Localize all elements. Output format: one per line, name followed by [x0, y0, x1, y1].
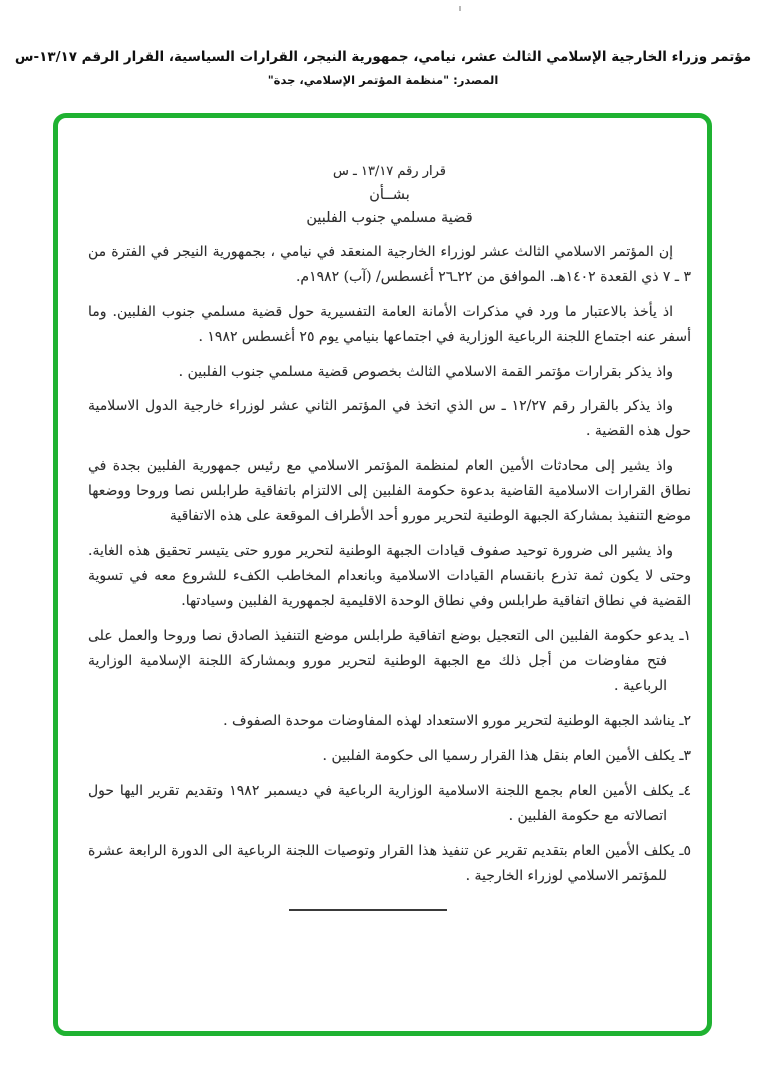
item-text: يناشد الجبهة الوطنية لتحرير مورو الاستعداد لهذه المفاوضات موحدة الصفوف . — [223, 713, 675, 729]
operative-item-1 — [88, 624, 691, 699]
preamble-paragraph: إن المؤتمر الاسلامي الثالث عشر لوزراء الخارجية المنعقد في نيامي ، بجمهورية النيجر في الفترة من ٣ ـ ٧ ذي القعدة ١٤٠٢هـ. الموافق من ٢٢ـ٢٦ أغسطس/ (آب) ١٩٨٢م. — [88, 244, 691, 285]
caption-header — [0, 47, 766, 88]
item-number: ٢ـ — [679, 713, 691, 729]
caption-line-1: مؤتمر وزراء الخارجية الإسلامي الثالث عشر، نيامي، جمهورية النيجر، القرارات السياسية، القرار الرقم ١٣/١٧-س — [14, 49, 752, 65]
caption-source-line: المصدر: "منظمة المؤتمر الإسلامي، جدة" — [267, 73, 499, 87]
resolution-subject-word: بشــأن — [369, 187, 410, 203]
operative-item-5 — [88, 839, 691, 889]
operative-item-4 — [88, 779, 691, 829]
end-divider — [289, 909, 447, 911]
resolution-subject: قضية مسلمي جنوب الفلبين — [306, 210, 473, 226]
item-text: يكلف الأمين العام بتقديم تقرير عن تنفيذ هذا القرار وتوصيات اللجنة الرباعية الى الدورة الرابعة عشرة للمؤتمر الاسلامي لوزراء الخارجية . — [88, 843, 675, 884]
item-number: ٣ـ — [679, 748, 691, 764]
item-number: ٤ـ — [679, 783, 691, 799]
resolution-number: قرار رقم ١٣/١٧ ـ س — [333, 164, 446, 179]
preamble-paragraph: واذ يشير الى ضرورة توحيد صفوف قيادات الجبهة الوطنية لتحرير مورو حتى يتيسر تحقيق هذه الغاية. وحتى لا يكون ثمة تذرع بانقسام القيادات الاسلامية وبانعدام المخاطب الكفء للشروع معه في تسوية القضية في نطاق اتفاقية طرابلس وفي نطاق الوحدة الاقليمية لجمهورية الفلبين وسيادتها. — [88, 543, 691, 609]
preamble-paragraph: واذ يذكر بقرارات مؤتمر القمة الاسلامي الثالث بخصوص قضية مسلمي جنوب الفلبين . — [178, 364, 673, 380]
item-text: يدعو حكومة الفلبين الى التعجيل بوضع اتفاقية طرابلس موضع التنفيذ الصادق نصا وروحا والعمل على فتح مفاوضات من أجل ذلك مع الجبهة الوطنية لتحرير مورو وبمشاركة اللجنة الإسلامية الوزارية الرباعية . — [88, 628, 675, 694]
resolution-title-block — [88, 160, 691, 230]
item-number: ١ـ — [679, 628, 691, 644]
preamble-paragraph: اذ يأخذ بالاعتبار ما ورد في مذكرات الأمانة العامة التفسيرية حول قضية مسلمي جنوب الفلبين. وما أسفر عنه اجتماع اللجنة الرباعية الوزارية في اجتماعها بنيامي يوم ٢٥ أغسطس ١٩٨٢ . — [88, 304, 691, 345]
green-highlight-frame — [53, 113, 712, 1036]
operative-items — [88, 624, 691, 889]
operative-item-2 — [88, 709, 691, 734]
operative-item-3 — [88, 744, 691, 769]
document-body — [58, 118, 707, 1031]
item-number: ٥ـ — [679, 843, 691, 859]
preamble-paragraph: واذ يشير إلى محادثات الأمين العام لمنظمة المؤتمر الاسلامي مع رئيس جمهورية الفلبين بجدة في نطاق القرارات الاسلامية القاضية بدعوة حكومة الفلبين إلى الالتزام باتفاقية طرابلس نصا وروحا ووضعها موضع التنفيذ بمشاركة الجبهة الوطنية لتحرير مورو أحد الأطراف الموقعة على هذه الاتفاقية — [88, 458, 691, 524]
scan-speck — [459, 6, 461, 11]
item-text: يكلف الأمين العام بنقل هذا القرار رسميا الى حكومة الفلبين . — [322, 748, 675, 764]
item-text: يكلف الأمين العام بجمع اللجنة الاسلامية الوزارية الرباعية في ديسمبر ١٩٨٢ وتقديم تقرير اليها حول اتصالاته مع حكومة الفلبين . — [88, 783, 674, 824]
preamble-paragraph: واذ يذكر بالقرار رقم ١٢/٢٧ ـ س الذي اتخذ في المؤتمر الثاني عشر لوزراء خارجية الدول الاسلامية حول هذه القضية . — [88, 398, 691, 439]
